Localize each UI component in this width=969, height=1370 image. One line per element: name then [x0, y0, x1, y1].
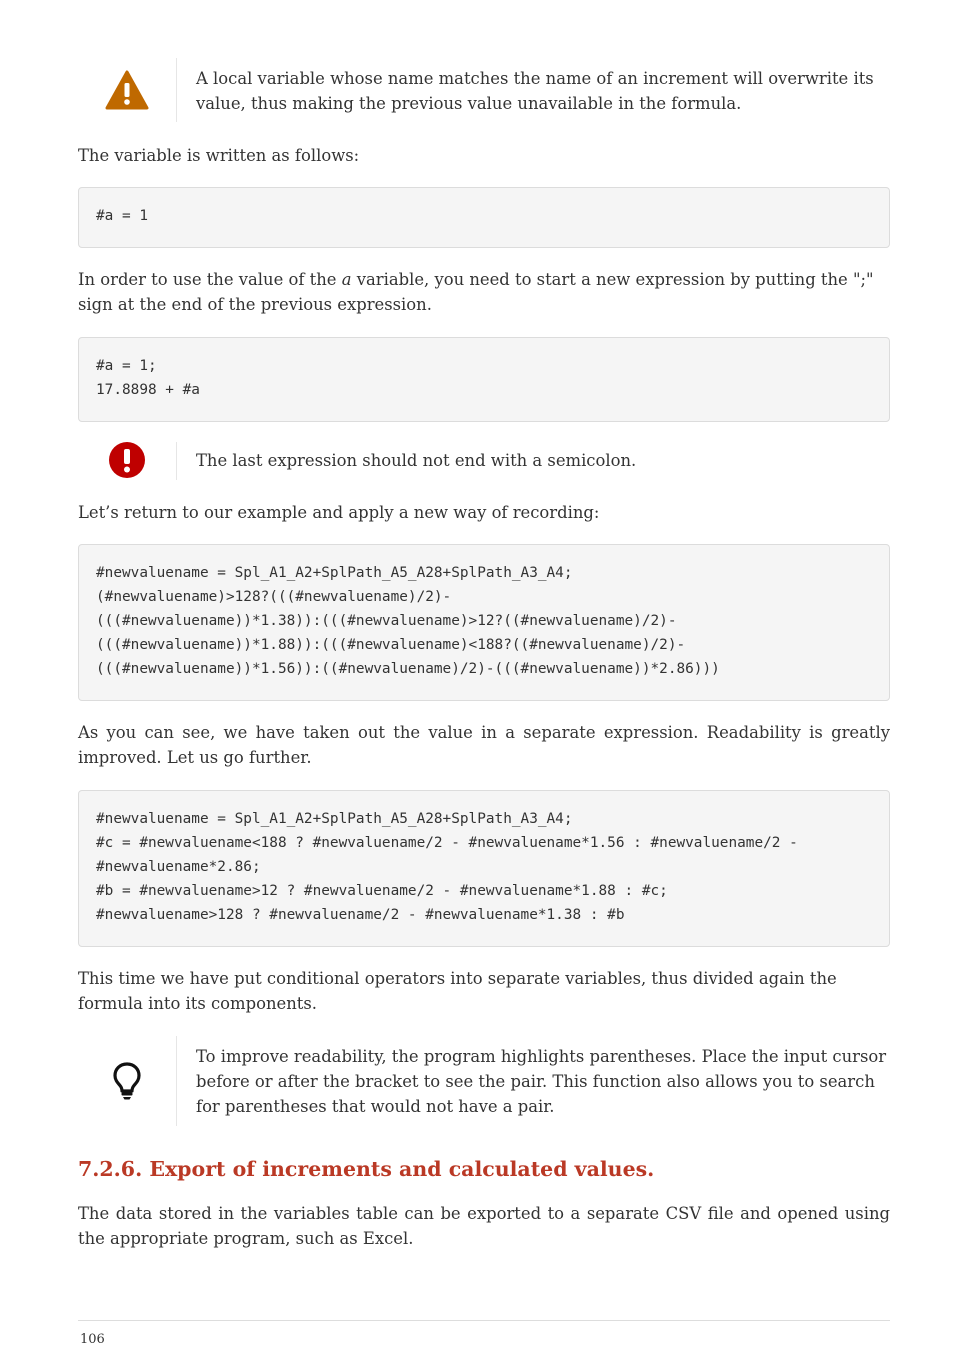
- paragraph-time: This time we have put conditional operators into separate variables, thus divided again the formula into its components.: [78, 969, 837, 1013]
- paragraph-written: The variable is written as follows:: [78, 146, 360, 165]
- tip-admonition: [78, 1036, 890, 1126]
- section-title: 7.2.6. Export of increments and calculated values.: [78, 1157, 655, 1181]
- lightbulb-icon: [78, 1036, 176, 1126]
- code-block-3: [78, 544, 890, 701]
- variable-name: a: [341, 270, 352, 289]
- paragraph-text: In order to use the value of the: [78, 270, 342, 289]
- tip-text: To improve readability, the program highlights parentheses. Place the input cursor before or after the bracket to see the pair. This function also allows you to search for parentheses that would not have a pair.: [196, 1047, 887, 1116]
- warning-admonition: [78, 58, 890, 122]
- page-number: 106: [80, 1332, 105, 1347]
- important-admonition: [78, 440, 890, 480]
- warning-text: A local variable whose name matches the name of an increment will overwrite its value, thus making the previous value unavailable in the formula.: [196, 69, 874, 113]
- important-text: The last expression should not end with a semicolon.: [196, 451, 637, 470]
- code-block-2: [78, 337, 890, 422]
- paragraph-return: Let’s return to our example and apply a new way of recording:: [78, 503, 600, 522]
- code-block-1: [78, 187, 890, 248]
- footer-divider: [78, 1320, 890, 1321]
- paragraph-see: As you can see, we have taken out the value in a separate expression. Readability is greatly improved. Let us go further.: [78, 723, 890, 767]
- exclamation-circle-icon: [78, 440, 176, 480]
- code-block-4: [78, 790, 890, 947]
- admonition-divider: [176, 1036, 177, 1126]
- warning-icon: [78, 58, 176, 122]
- paragraph-export: The data stored in the variables table can be exported to a separate CSV file and opened using the appropriate program, such as Excel.: [78, 1204, 890, 1248]
- paragraph-text: variable, you need to start a new expression by putting the ";" sign at the end of the previous expression.: [78, 270, 874, 314]
- paragraph-order: [78, 267, 890, 317]
- code-listing: #newvaluename = Spl_A1_A2+SplPath_A5_A28+SplPath_A3_A4; #c = #newvaluename<188 ? #newvaluename/2 - #newvaluename*1.56 : #newvaluename/2 - #newvaluename*2.86; #b = #newvaluename>12 ? #newvaluename/2 - #newvaluename*1.88 : #c; #newvaluename>128 ? #newvaluename/2 - #newvaluename*1.38 : #b: [96, 811, 798, 923]
- code-listing: #a = 1; 17.8898 + #a: [96, 358, 200, 398]
- code-listing: #newvaluename = Spl_A1_A2+SplPath_A5_A28+SplPath_A3_A4; (#newvaluename)>128?(((#newvaluename)/2)- (((#newvaluename))*1.38)):(((#newvaluename)>12?((#newvaluename)/2)- (((#newvaluename))*1.88)):(((#newvaluename)<188?((#newvaluename)/2)- (((#newvaluename))*1.56)):((#newvaluename)/2)-(((#newvaluename))*2.86))): [96, 565, 720, 677]
- code-listing: #a = 1: [96, 208, 148, 224]
- admonition-divider: [176, 442, 177, 480]
- admonition-divider: [176, 58, 177, 122]
